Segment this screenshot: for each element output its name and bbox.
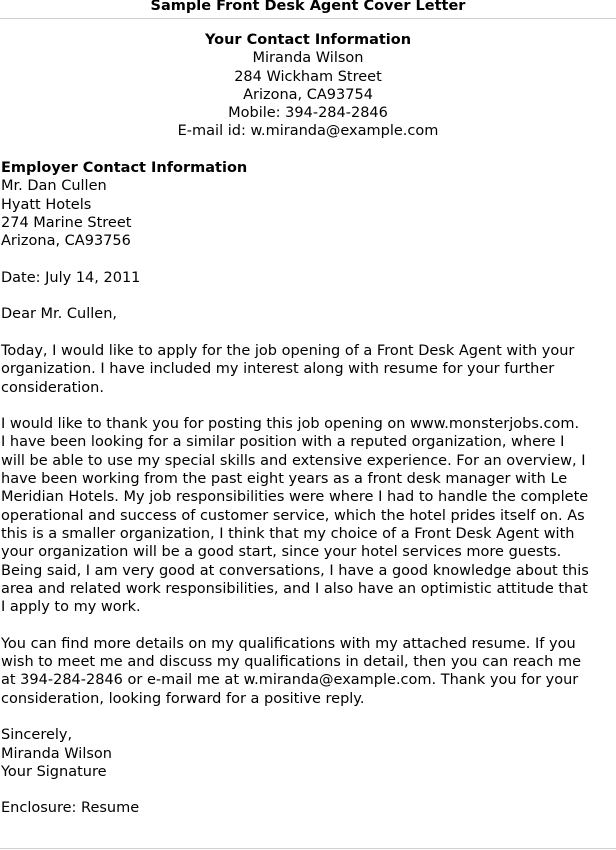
closing-name: Miranda Wilson: [1, 745, 112, 762]
paragraph-line: will be able to use my special skills and extensive experience. For an overview, I: [1, 452, 586, 469]
paragraph-line: Today, I would like to apply for the job opening of a Front Desk Agent with your: [1, 342, 575, 359]
sender-email: E-mail id: w.miranda@example.com: [177, 123, 439, 140]
paragraph-contact: [1, 635, 615, 708]
paragraph-line: wish to meet me and discuss my qualifications in detail, then you can reach me: [1, 654, 582, 671]
paragraph-line: area and related work responsibilities, and I also have an optimistic attitude that: [1, 580, 588, 597]
paragraph-line: have been working from the past eight years as a front desk manager with Le: [1, 471, 568, 488]
sender-city: Arizona, CA93754: [243, 86, 373, 103]
paragraph-intro: [1, 342, 615, 397]
paragraph-line: I would like to thank you for posting this job opening on www.monsterjobs.com.: [1, 416, 580, 433]
employer-name: Mr. Dan Cullen: [1, 178, 107, 195]
valediction: Sincerely,: [1, 727, 73, 744]
bottom-divider: [0, 848, 616, 849]
sender-heading: Your Contact Information: [204, 32, 412, 48]
paragraph-line: your organization will be a good start, since your hotel services more guests.: [1, 544, 562, 561]
sender-name: Miranda Wilson: [252, 50, 364, 67]
paragraph-line: Being said, I am very good at conversations, I have a good knowledge about this: [1, 562, 589, 579]
paragraph-line: operational and success of customer service, which the hotel prides itself on. As: [1, 507, 585, 524]
paragraph-line: I apply to my work.: [1, 599, 141, 616]
paragraph-line: at 394-284-2846 or e-mail me at w.miranda@example.com. Thank you for your: [1, 672, 579, 689]
sender-mobile: Mobile: 394-284-2846: [228, 105, 388, 122]
paragraph-line: this is a smaller organization, I think that my choice of a Front Desk Agent with: [1, 525, 575, 542]
employer-street: 274 Marine Street: [1, 214, 132, 231]
paragraph-line: You can find more details on my qualifications with my attached resume. If you: [1, 635, 576, 652]
paragraph-experience: [1, 415, 615, 616]
paragraph-line: consideration.: [1, 379, 104, 396]
sender-contact-block: [0, 31, 616, 141]
letter-date: Date: July 14, 2011: [1, 269, 141, 286]
closing-signature: Your Signature: [1, 763, 107, 780]
document-title: Sample Front Desk Agent Cover Letter: [150, 0, 466, 14]
paragraph-line: Meridian Hotels. My job responsibilities were where I had to handle the complete: [1, 489, 589, 506]
sender-street: 284 Wickham Street: [234, 68, 382, 85]
letter-body: [1, 159, 615, 818]
employer-city: Arizona, CA93756: [1, 233, 131, 250]
employer-heading: Employer Contact Information: [1, 160, 248, 176]
top-divider: [0, 18, 616, 19]
paragraph-line: organization. I have included my interest along with resume for your further: [1, 361, 555, 378]
paragraph-line: I have been looking for a similar position with a reputed organization, where I: [1, 434, 565, 451]
enclosure: Enclosure: Resume: [1, 800, 140, 817]
salutation: Dear Mr. Cullen,: [1, 306, 117, 323]
employer-company: Hyatt Hotels: [1, 196, 92, 213]
paragraph-line: consideration, looking forward for a positive reply.: [1, 690, 365, 707]
